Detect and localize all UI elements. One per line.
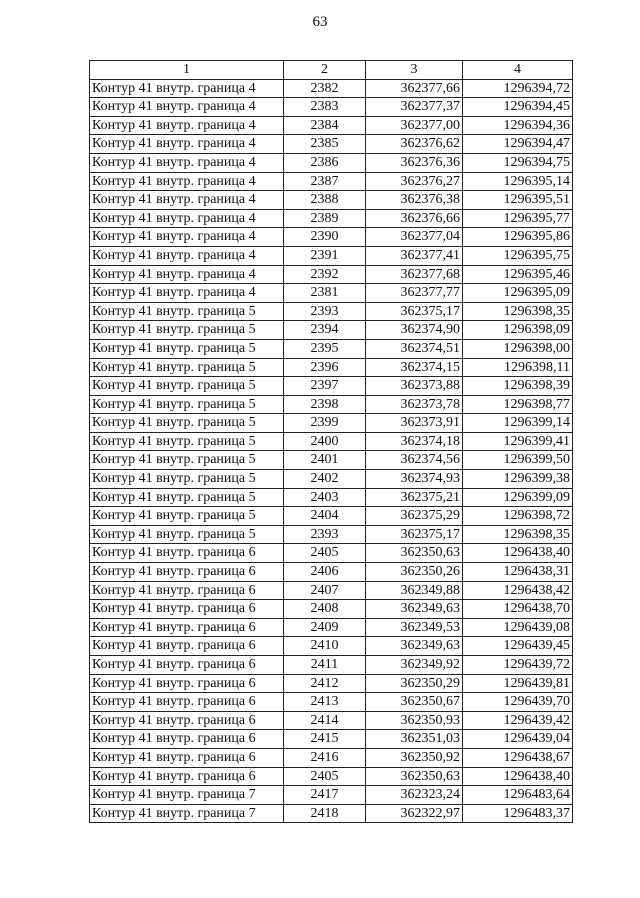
contour-name-cell: Контур 41 внутр. граница 5: [90, 414, 284, 433]
y-coordinate-cell: 1296438,40: [463, 767, 573, 786]
x-coordinate-cell: 362349,53: [366, 618, 463, 637]
page-number: 63: [312, 14, 328, 30]
table-row: [90, 284, 573, 303]
contour-name-cell: Контур 41 внутр. граница 4: [90, 153, 284, 172]
y-coordinate-cell: 1296438,70: [463, 600, 573, 619]
contour-name-cell: Контур 41 внутр. граница 4: [90, 98, 284, 117]
table-row: [90, 302, 573, 321]
point-number-cell: 2399: [284, 414, 366, 433]
x-coordinate-cell: 362349,88: [366, 581, 463, 600]
x-coordinate-cell: 362374,93: [366, 470, 463, 489]
y-coordinate-cell: 1296439,81: [463, 674, 573, 693]
x-coordinate-cell: 362373,91: [366, 414, 463, 433]
y-coordinate-cell: 1296398,35: [463, 525, 573, 544]
table-row: [90, 228, 573, 247]
x-coordinate-cell: 362377,68: [366, 265, 463, 284]
point-number-cell: 2409: [284, 618, 366, 637]
x-coordinate-cell: 362377,37: [366, 98, 463, 117]
contour-name-cell: Контур 41 внутр. граница 6: [90, 656, 284, 675]
contour-name-cell: Контур 41 внутр. граница 5: [90, 377, 284, 396]
point-number-cell: 2408: [284, 600, 366, 619]
contour-name-cell: Контур 41 внутр. граница 6: [90, 618, 284, 637]
contour-name-cell: Контур 41 внутр. граница 6: [90, 581, 284, 600]
y-coordinate-cell: 1296395,09: [463, 284, 573, 303]
table-row: [90, 581, 573, 600]
point-number-cell: 2410: [284, 637, 366, 656]
point-number-cell: 2381: [284, 284, 366, 303]
table-header: [90, 61, 573, 80]
y-coordinate-cell: 1296394,72: [463, 79, 573, 98]
table-row: [90, 767, 573, 786]
table-row: [90, 79, 573, 98]
y-coordinate-cell: 1296395,14: [463, 172, 573, 191]
point-number-cell: 2395: [284, 339, 366, 358]
header-row: [90, 61, 573, 80]
table-row: [90, 432, 573, 451]
table-row: [90, 804, 573, 823]
table-row: [90, 172, 573, 191]
point-number-cell: 2401: [284, 451, 366, 470]
table-row: [90, 786, 573, 805]
point-number-cell: 2389: [284, 209, 366, 228]
point-number-cell: 2392: [284, 265, 366, 284]
x-coordinate-cell: 362350,93: [366, 711, 463, 730]
coordinates-table: [89, 60, 573, 823]
y-coordinate-cell: 1296399,14: [463, 414, 573, 433]
table-row: [90, 507, 573, 526]
contour-name-cell: Контур 41 внутр. граница 6: [90, 637, 284, 656]
y-coordinate-cell: 1296438,40: [463, 544, 573, 563]
point-number-cell: 2416: [284, 748, 366, 767]
point-number-cell: 2400: [284, 432, 366, 451]
table-row: [90, 451, 573, 470]
point-number-cell: 2405: [284, 544, 366, 563]
header-col-3: 3: [366, 61, 463, 80]
point-number-cell: 2386: [284, 153, 366, 172]
x-coordinate-cell: 362323,24: [366, 786, 463, 805]
y-coordinate-cell: 1296395,46: [463, 265, 573, 284]
point-number-cell: 2413: [284, 693, 366, 712]
point-number-cell: 2394: [284, 321, 366, 340]
x-coordinate-cell: 362349,63: [366, 637, 463, 656]
contour-name-cell: Контур 41 внутр. граница 5: [90, 525, 284, 544]
contour-name-cell: Контур 41 внутр. граница 6: [90, 767, 284, 786]
table-row: [90, 470, 573, 489]
table-row: [90, 600, 573, 619]
point-number-cell: 2411: [284, 656, 366, 675]
contour-name-cell: Контур 41 внутр. граница 6: [90, 748, 284, 767]
table-row: [90, 191, 573, 210]
y-coordinate-cell: 1296394,45: [463, 98, 573, 117]
point-number-cell: 2393: [284, 302, 366, 321]
table-row: [90, 339, 573, 358]
x-coordinate-cell: 362373,78: [366, 395, 463, 414]
x-coordinate-cell: 362373,88: [366, 377, 463, 396]
point-number-cell: 2415: [284, 730, 366, 749]
y-coordinate-cell: 1296399,41: [463, 432, 573, 451]
y-coordinate-cell: 1296439,04: [463, 730, 573, 749]
y-coordinate-cell: 1296439,08: [463, 618, 573, 637]
point-number-cell: 2396: [284, 358, 366, 377]
point-number-cell: 2385: [284, 135, 366, 154]
contour-name-cell: Контур 41 внутр. граница 5: [90, 395, 284, 414]
table-row: [90, 748, 573, 767]
contour-name-cell: Контур 41 внутр. граница 7: [90, 804, 284, 823]
x-coordinate-cell: 362374,90: [366, 321, 463, 340]
contour-name-cell: Контур 41 внутр. граница 4: [90, 135, 284, 154]
y-coordinate-cell: 1296439,42: [463, 711, 573, 730]
contour-name-cell: Контур 41 внутр. граница 6: [90, 544, 284, 563]
point-number-cell: 2393: [284, 525, 366, 544]
y-coordinate-cell: 1296439,72: [463, 656, 573, 675]
x-coordinate-cell: 362375,29: [366, 507, 463, 526]
contour-name-cell: Контур 41 внутр. граница 6: [90, 693, 284, 712]
table-row: [90, 153, 573, 172]
point-number-cell: 2406: [284, 563, 366, 582]
table-row: [90, 265, 573, 284]
y-coordinate-cell: 1296399,38: [463, 470, 573, 489]
table-row: [90, 488, 573, 507]
contour-name-cell: Контур 41 внутр. граница 7: [90, 786, 284, 805]
contour-name-cell: Контур 41 внутр. граница 5: [90, 488, 284, 507]
point-number-cell: 2387: [284, 172, 366, 191]
table-row: [90, 693, 573, 712]
header-col-1: 1: [90, 61, 284, 80]
table-row: [90, 414, 573, 433]
point-number-cell: 2391: [284, 246, 366, 265]
x-coordinate-cell: 362377,66: [366, 79, 463, 98]
y-coordinate-cell: 1296398,00: [463, 339, 573, 358]
y-coordinate-cell: 1296394,75: [463, 153, 573, 172]
x-coordinate-cell: 362350,63: [366, 544, 463, 563]
table-row: [90, 358, 573, 377]
table-row: [90, 135, 573, 154]
contour-name-cell: Контур 41 внутр. граница 5: [90, 358, 284, 377]
x-coordinate-cell: 362374,51: [366, 339, 463, 358]
x-coordinate-cell: 362377,00: [366, 116, 463, 135]
x-coordinate-cell: 362374,15: [366, 358, 463, 377]
table-row: [90, 730, 573, 749]
y-coordinate-cell: 1296395,51: [463, 191, 573, 210]
x-coordinate-cell: 362375,17: [366, 302, 463, 321]
x-coordinate-cell: 362376,66: [366, 209, 463, 228]
contour-name-cell: Контур 41 внутр. граница 4: [90, 116, 284, 135]
contour-name-cell: Контур 41 внутр. граница 5: [90, 321, 284, 340]
x-coordinate-cell: 362375,21: [366, 488, 463, 507]
contour-name-cell: Контур 41 внутр. граница 4: [90, 284, 284, 303]
point-number-cell: 2403: [284, 488, 366, 507]
y-coordinate-cell: 1296395,77: [463, 209, 573, 228]
contour-name-cell: Контур 41 внутр. граница 4: [90, 79, 284, 98]
table-row: [90, 563, 573, 582]
table-row: [90, 656, 573, 675]
x-coordinate-cell: 362375,17: [366, 525, 463, 544]
x-coordinate-cell: 362349,63: [366, 600, 463, 619]
y-coordinate-cell: 1296483,64: [463, 786, 573, 805]
table-row: [90, 711, 573, 730]
table-row: [90, 246, 573, 265]
header-col-4: 4: [463, 61, 573, 80]
point-number-cell: 2397: [284, 377, 366, 396]
point-number-cell: 2417: [284, 786, 366, 805]
contour-name-cell: Контур 41 внутр. граница 5: [90, 470, 284, 489]
x-coordinate-cell: 362376,62: [366, 135, 463, 154]
y-coordinate-cell: 1296398,09: [463, 321, 573, 340]
x-coordinate-cell: 362350,63: [366, 767, 463, 786]
table-body: [90, 79, 573, 823]
y-coordinate-cell: 1296398,35: [463, 302, 573, 321]
point-number-cell: 2405: [284, 767, 366, 786]
x-coordinate-cell: 362322,97: [366, 804, 463, 823]
contour-name-cell: Контур 41 внутр. граница 6: [90, 600, 284, 619]
table-row: [90, 377, 573, 396]
y-coordinate-cell: 1296398,72: [463, 507, 573, 526]
y-coordinate-cell: 1296483,37: [463, 804, 573, 823]
y-coordinate-cell: 1296395,86: [463, 228, 573, 247]
point-number-cell: 2404: [284, 507, 366, 526]
table-row: [90, 618, 573, 637]
contour-name-cell: Контур 41 внутр. граница 5: [90, 339, 284, 358]
table-row: [90, 209, 573, 228]
x-coordinate-cell: 362376,38: [366, 191, 463, 210]
contour-name-cell: Контур 41 внутр. граница 5: [90, 507, 284, 526]
point-number-cell: 2398: [284, 395, 366, 414]
y-coordinate-cell: 1296439,45: [463, 637, 573, 656]
x-coordinate-cell: 362351,03: [366, 730, 463, 749]
contour-name-cell: Контур 41 внутр. граница 4: [90, 191, 284, 210]
contour-name-cell: Контур 41 внутр. граница 6: [90, 674, 284, 693]
contour-name-cell: Контур 41 внутр. граница 5: [90, 302, 284, 321]
table-row: [90, 116, 573, 135]
y-coordinate-cell: 1296438,67: [463, 748, 573, 767]
y-coordinate-cell: 1296439,70: [463, 693, 573, 712]
table-row: [90, 637, 573, 656]
y-coordinate-cell: 1296395,75: [463, 246, 573, 265]
x-coordinate-cell: 362350,92: [366, 748, 463, 767]
x-coordinate-cell: 362377,77: [366, 284, 463, 303]
y-coordinate-cell: 1296394,47: [463, 135, 573, 154]
x-coordinate-cell: 362376,27: [366, 172, 463, 191]
y-coordinate-cell: 1296398,39: [463, 377, 573, 396]
x-coordinate-cell: 362377,04: [366, 228, 463, 247]
contour-name-cell: Контур 41 внутр. граница 6: [90, 563, 284, 582]
table-row: [90, 98, 573, 117]
x-coordinate-cell: 362350,29: [366, 674, 463, 693]
point-number-cell: 2390: [284, 228, 366, 247]
point-number-cell: 2412: [284, 674, 366, 693]
x-coordinate-cell: 362350,26: [366, 563, 463, 582]
point-number-cell: 2407: [284, 581, 366, 600]
y-coordinate-cell: 1296399,50: [463, 451, 573, 470]
contour-name-cell: Контур 41 внутр. граница 5: [90, 432, 284, 451]
point-number-cell: 2388: [284, 191, 366, 210]
y-coordinate-cell: 1296398,11: [463, 358, 573, 377]
y-coordinate-cell: 1296398,77: [463, 395, 573, 414]
x-coordinate-cell: 362376,36: [366, 153, 463, 172]
contour-name-cell: Контур 41 внутр. граница 4: [90, 172, 284, 191]
table-row: [90, 395, 573, 414]
point-number-cell: 2382: [284, 79, 366, 98]
table-row: [90, 525, 573, 544]
x-coordinate-cell: 362349,92: [366, 656, 463, 675]
contour-name-cell: Контур 41 внутр. граница 4: [90, 246, 284, 265]
x-coordinate-cell: 362374,18: [366, 432, 463, 451]
table-row: [90, 321, 573, 340]
point-number-cell: 2402: [284, 470, 366, 489]
contour-name-cell: Контур 41 внутр. граница 5: [90, 451, 284, 470]
point-number-cell: 2384: [284, 116, 366, 135]
contour-name-cell: Контур 41 внутр. граница 4: [90, 228, 284, 247]
x-coordinate-cell: 362350,67: [366, 693, 463, 712]
y-coordinate-cell: 1296394,36: [463, 116, 573, 135]
point-number-cell: 2383: [284, 98, 366, 117]
x-coordinate-cell: 362377,41: [366, 246, 463, 265]
y-coordinate-cell: 1296399,09: [463, 488, 573, 507]
contour-name-cell: Контур 41 внутр. граница 4: [90, 209, 284, 228]
contour-name-cell: Контур 41 внутр. граница 6: [90, 711, 284, 730]
table-row: [90, 544, 573, 563]
contour-name-cell: Контур 41 внутр. граница 4: [90, 265, 284, 284]
y-coordinate-cell: 1296438,31: [463, 563, 573, 582]
point-number-cell: 2414: [284, 711, 366, 730]
point-number-cell: 2418: [284, 804, 366, 823]
y-coordinate-cell: 1296438,42: [463, 581, 573, 600]
table-row: [90, 674, 573, 693]
x-coordinate-cell: 362374,56: [366, 451, 463, 470]
header-col-2: 2: [284, 61, 366, 80]
contour-name-cell: Контур 41 внутр. граница 6: [90, 730, 284, 749]
